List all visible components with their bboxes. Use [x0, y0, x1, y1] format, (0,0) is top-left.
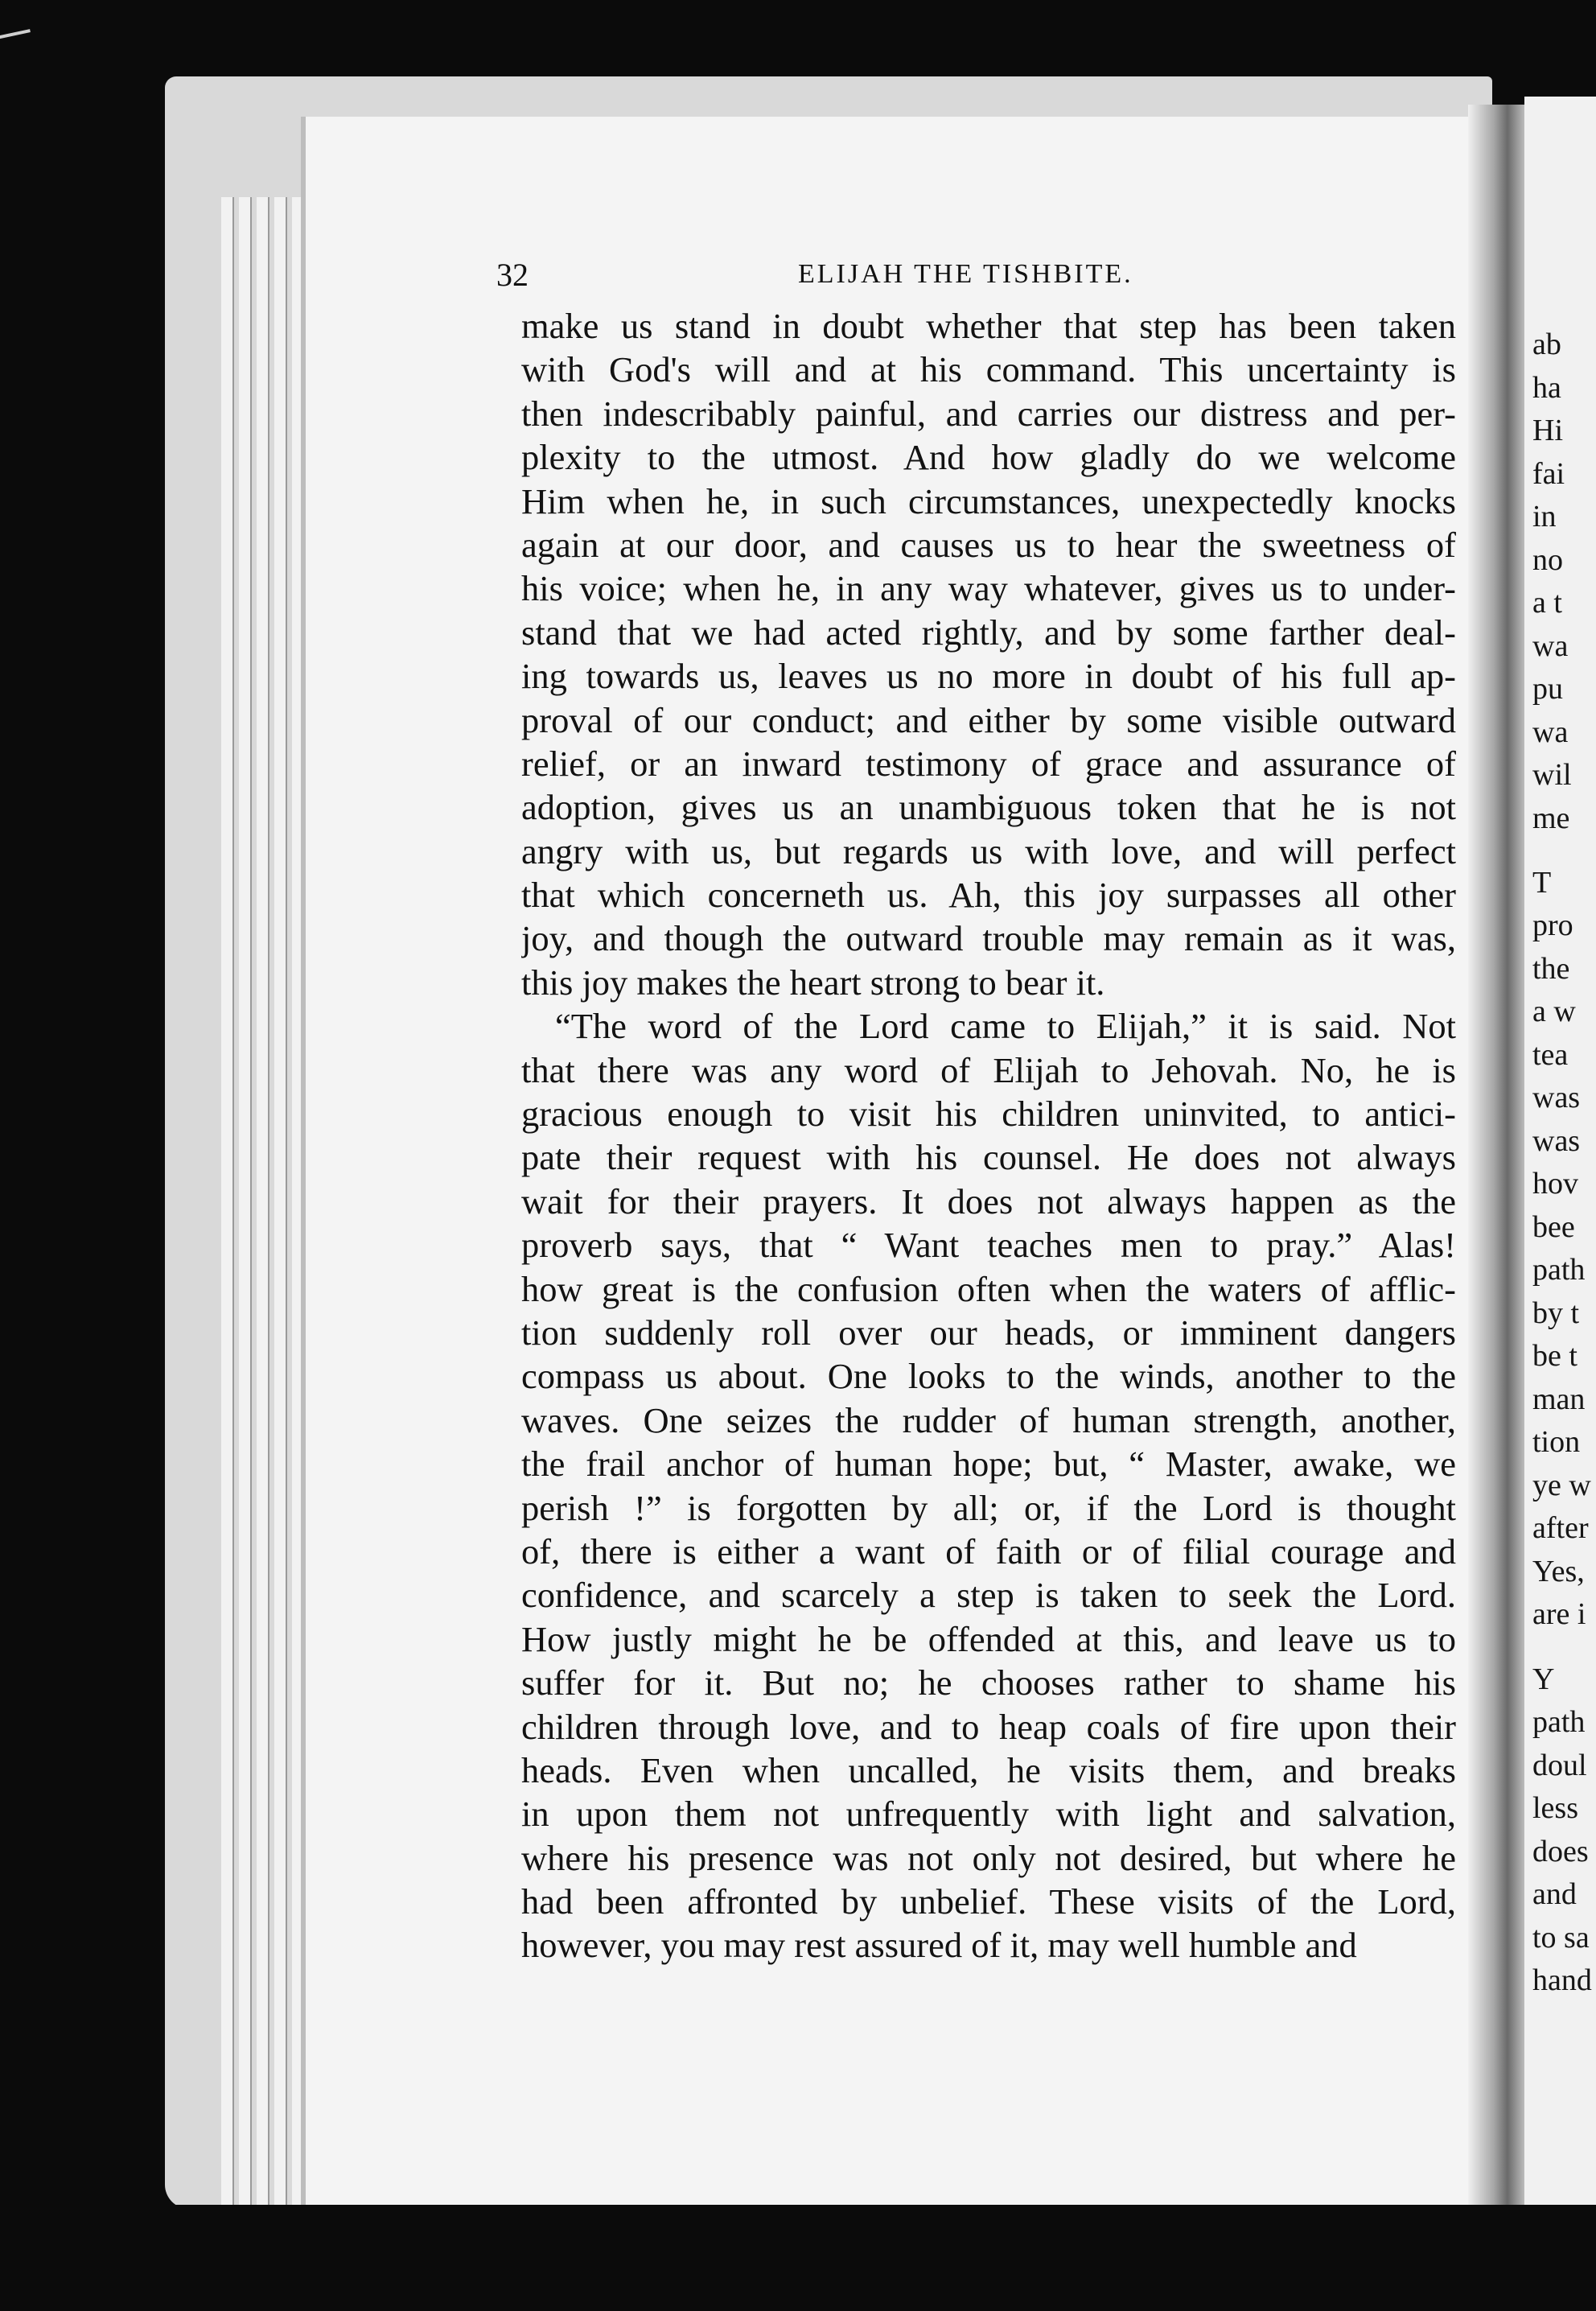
text-line: in upon them not unfrequently with light and salvation, — [521, 1794, 1456, 1835]
facing-page-line: by t — [1532, 1296, 1580, 1330]
page-edge — [292, 197, 305, 2225]
facing-page-line: man — [1532, 1382, 1586, 1416]
running-title: ELIJAH THE TISHBITE. — [798, 259, 1133, 289]
text-line: that there was any word of Elijah to Jehovah. No, he is — [521, 1049, 1456, 1090]
text-line: again at our door, and causes us to hear the sweetness of — [521, 524, 1456, 565]
facing-page-line: bee — [1532, 1209, 1575, 1244]
text-line: ing towards us, leaves us no more in doubt of his full ap- — [521, 656, 1456, 697]
running-head — [496, 256, 1446, 304]
text-line: however, you may rest assured of it, may well humble and — [521, 1925, 1357, 1966]
text-line: perish !” is forgotten by all; or, if the Lord is thought — [521, 1487, 1456, 1528]
facing-page-line: hov — [1532, 1167, 1578, 1201]
book-gutter — [1468, 105, 1524, 2229]
text-line: heads. Even when uncalled, he visits them, and breaks — [521, 1749, 1456, 1790]
facing-page-line: to sa — [1532, 1920, 1590, 1955]
text-line: plexity to the utmost. And how gladly do we welcome — [521, 437, 1456, 478]
text-line: of, there is either a want of faith or of filial courage and — [521, 1530, 1456, 1572]
facing-page-line: after — [1532, 1511, 1589, 1546]
text-line: children through love, and to heap coals of fire upon their — [521, 1706, 1456, 1747]
facing-page-line: are i — [1532, 1597, 1586, 1632]
text-line: make us stand in doubt whether that step has been taken — [521, 306, 1456, 346]
facing-page-line: me — [1532, 801, 1570, 835]
facing-page-line: T — [1532, 865, 1552, 900]
page-body-text — [521, 304, 1456, 1967]
text-line: How justly might he be offended at this, and leave us to — [521, 1618, 1456, 1659]
facing-page-line: be t — [1532, 1339, 1577, 1374]
facing-page-line: hand — [1532, 1963, 1592, 1997]
page-edge — [221, 197, 234, 2225]
text-line: waves. One seizes the rudder of human strength, another, — [521, 1399, 1456, 1440]
facing-page-line: wa — [1532, 715, 1569, 749]
facing-page-line: wil — [1532, 758, 1572, 792]
text-line: suffer for it. But no; he chooses rather to shame his — [521, 1662, 1456, 1703]
text-line: wait for their prayers. It does not always happen as the — [521, 1180, 1456, 1221]
facing-page-line: in — [1532, 500, 1557, 533]
facing-page-line: ab — [1532, 327, 1561, 361]
page-edge — [257, 197, 269, 2225]
text-line: the frail anchor of human hope; but, “ Master, awake, we — [521, 1444, 1456, 1485]
page-edge — [274, 197, 287, 2225]
scan-corner-mark — [0, 29, 34, 55]
facing-page-line: path — [1532, 1253, 1586, 1287]
text-line: his voice; when he, in any way whatever, gives us to under- — [521, 568, 1456, 609]
text-line: this joy makes the heart strong to bear it. — [521, 962, 1105, 1003]
facing-page-line: the — [1532, 951, 1570, 986]
facing-page-line: pu — [1532, 672, 1563, 706]
facing-page-line: Hi — [1532, 414, 1563, 447]
facing-page-line: no — [1532, 542, 1563, 577]
text-line: that which concerneth us. Ah, this joy surpasses all other — [521, 875, 1456, 916]
facing-page-line: less — [1532, 1791, 1578, 1825]
page-edge — [239, 197, 252, 2225]
facing-page-line: path — [1532, 1705, 1586, 1739]
facing-page-line: a w — [1532, 995, 1576, 1029]
text-line: Him when he, in such circumstances, unexpectedly knocks — [521, 480, 1456, 521]
facing-page-line: ha — [1532, 370, 1561, 405]
text-line: compass us about. One looks to the winds, another to the — [521, 1356, 1456, 1397]
text-line: proverb says, that “ Want teaches men to pray.” Alas! — [521, 1225, 1456, 1266]
facing-page-line: wa — [1532, 628, 1569, 663]
facing-page-line: fai — [1532, 456, 1565, 491]
facing-page-line: was — [1532, 1123, 1581, 1158]
facing-page-fragment — [1524, 97, 1596, 2253]
facing-page-line: tea — [1532, 1037, 1569, 1072]
text-line: where his presence was not only not desired, but where he — [521, 1837, 1456, 1878]
text-line: stand that we had acted rightly, and by some farther deal- — [521, 612, 1456, 653]
text-line: how great is the confusion often when the waters of afflic- — [521, 1268, 1456, 1309]
text-line: proval of our conduct; and either by some visible outward — [521, 699, 1456, 740]
text-line: angry with us, but regards us with love, and will perfect — [521, 830, 1456, 871]
text-line: then indescribably painful, and carries our distress and per- — [521, 393, 1456, 434]
text-line: with God's will and at his command. This uncertainty is — [521, 349, 1456, 390]
facing-page-line: Y — [1532, 1662, 1555, 1696]
facing-page-line: Yes, — [1532, 1554, 1585, 1588]
scan-bottom-border — [169, 2205, 1596, 2311]
facing-page-line: pro — [1532, 908, 1573, 943]
facing-page-line: doul — [1532, 1748, 1587, 1782]
text-line: pate their request with his counsel. He does not always — [521, 1137, 1456, 1178]
facing-page-line: was — [1532, 1081, 1581, 1115]
facing-page-line: and — [1532, 1877, 1577, 1911]
facing-page-line: tion — [1532, 1425, 1581, 1460]
text-line: relief, or an inward testimony of grace and assurance of — [521, 743, 1456, 784]
text-line: had been affronted by unbelief. These visits of the Lord, — [521, 1881, 1456, 1922]
text-line: gracious enough to visit his children uninvited, to antici- — [521, 1094, 1456, 1135]
text-line: joy, and though the outward trouble may remain as it was, — [521, 918, 1456, 959]
text-line: adoption, gives us an unambiguous token that he is not — [521, 787, 1456, 828]
page-number: 32 — [496, 257, 529, 293]
text-line: “The word of the Lord came to Elijah,” it is said. Not — [555, 1006, 1456, 1047]
facing-page-line: ye w — [1532, 1468, 1591, 1502]
text-line: confidence, and scarcely a step is taken to seek the Lord. — [521, 1575, 1456, 1616]
facing-page-line: does — [1532, 1834, 1589, 1868]
facing-page-line: a t — [1532, 586, 1562, 620]
text-line: tion suddenly roll over our heads, or imminent dangers — [521, 1312, 1456, 1353]
